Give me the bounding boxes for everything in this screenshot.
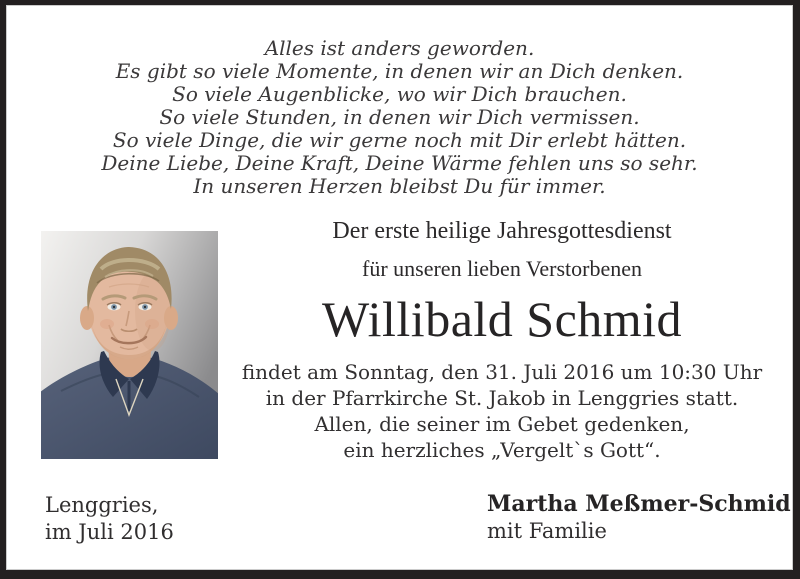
poem-line: So viele Augenblicke, wo wir Dich brauchen.: [172, 82, 627, 106]
announcement-block: [221, 218, 783, 463]
mourner-name: Martha Meßmer-Schmid: [487, 491, 791, 517]
service-detail-line: ein herzliches „Vergelt`s Gott“.: [343, 438, 661, 462]
poem-line: So viele Dinge, die wir gerne noch mit Dir erlebt hätten.: [112, 128, 687, 152]
poem-line: Alles ist anders geworden.: [264, 36, 535, 60]
deceased-name: Willibald Schmid: [321, 291, 683, 347]
notice-paper: [6, 5, 793, 570]
date-line: im Juli 2016: [45, 520, 174, 544]
poem-line: Deine Liebe, Deine Kraft, Deine Wärme fehlen uns so sehr.: [101, 151, 698, 175]
place-and-date: [45, 492, 174, 546]
portrait-photo: [41, 231, 218, 459]
service-subtitle: für unseren lieben Verstorbenen: [362, 256, 642, 281]
poem-line: In unseren Herzen bleibst Du für immer.: [193, 174, 606, 198]
poem-line: Es gibt so viele Momente, in denen wir an Dich denken.: [115, 59, 684, 83]
service-detail-line: in der Pfarrkirche St. Jakob in Lenggries statt.: [265, 386, 739, 410]
mourner-suffix: mit Familie: [487, 519, 607, 543]
service-details: [221, 359, 783, 463]
portrait-photo-illustration: [41, 231, 218, 459]
place-line: Lenggries,: [45, 493, 159, 517]
service-detail-line: Allen, die seiner im Gebet gedenken,: [314, 412, 690, 436]
service-title: Der erste heilige Jahresgottesdienst: [332, 218, 672, 244]
service-detail-line: findet am Sonntag, den 31. Juli 2016 um 10:30 Uhr: [241, 360, 763, 384]
mourner-signature: [487, 491, 791, 545]
memorial-poem: [7, 37, 792, 198]
poem-line: So viele Stunden, in denen wir Dich vermissen.: [159, 105, 640, 129]
